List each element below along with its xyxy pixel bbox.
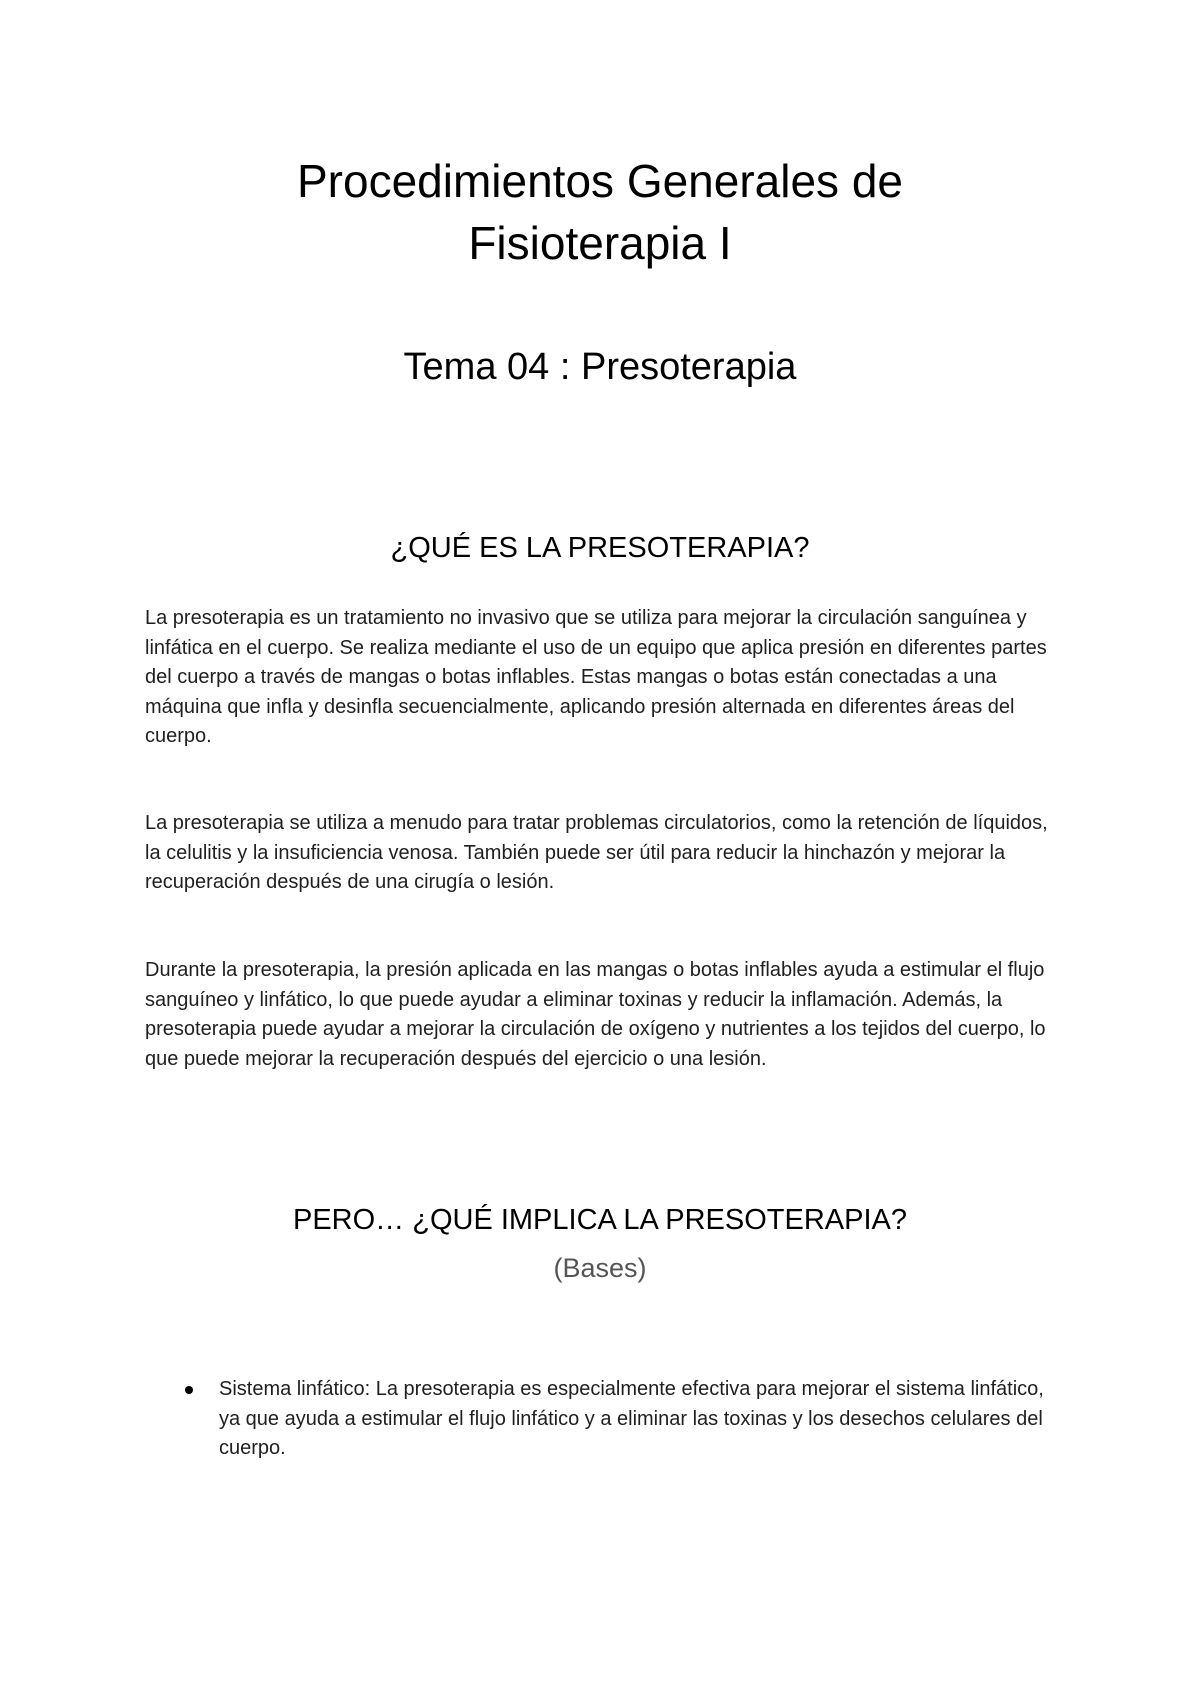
document-subtitle: Tema 04 : Presoterapia xyxy=(403,346,797,388)
paragraph-2: La presoterapia se utiliza a menudo para tratar problemas circulatorios, como la retención de líquidos, la celulitis y la insuficiencia venosa. También puede ser útil para reducir la hinchazón y mejorar la recuperación después de una cirugía o lesión. xyxy=(145,812,1048,893)
section-heading-que-es: ¿QUÉ ES LA PRESOTERAPIA? xyxy=(390,532,810,564)
paragraph-1: La presoterapia es un tratamiento no invasivo que se utiliza para mejorar la circulación sanguínea y linfática en el cuerpo. Se realiza mediante el uso de un equipo que aplica presión en diferentes partes del cuerpo a través de mangas o botas inflables. Estas mangas o botas están conectadas a una máquina que infla y desinfla secuencialmente, aplicando presión alternada en diferentes áreas del cuerpo. xyxy=(145,607,1047,747)
list-item xyxy=(172,1375,1062,1464)
title-line-1: Procedimientos Generales de xyxy=(297,155,903,207)
list-item-text: Sistema linfático: La presoterapia es especialmente efectiva para mejorar el sistema linfático, ya que ayuda a estimular el flujo linfático y a eliminar las toxinas y los desechos celulares del cuerpo. xyxy=(219,1378,1044,1459)
section-subheading-bases: (Bases) xyxy=(553,1253,647,1283)
document-title xyxy=(0,150,1200,274)
section-heading-que-implica: PERO… ¿QUÉ IMPLICA LA PRESOTERAPIA? xyxy=(292,1204,907,1236)
bases-list xyxy=(172,1375,1062,1464)
paragraph-3: Durante la presoterapia, la presión aplicada en las mangas o botas inflables ayuda a estimular el flujo sanguíneo y linfático, lo que puede ayudar a eliminar toxinas y reducir la inflamación. Además, la presoterapia puede ayudar a mejorar la circulación de oxígeno y nutrientes a los tejidos del cuerpo, lo que puede mejorar la recuperación después del ejercicio o una lesión. xyxy=(145,959,1046,1070)
bullet-dot-icon xyxy=(185,1386,193,1394)
title-line-2: Fisioterapia I xyxy=(468,217,732,269)
